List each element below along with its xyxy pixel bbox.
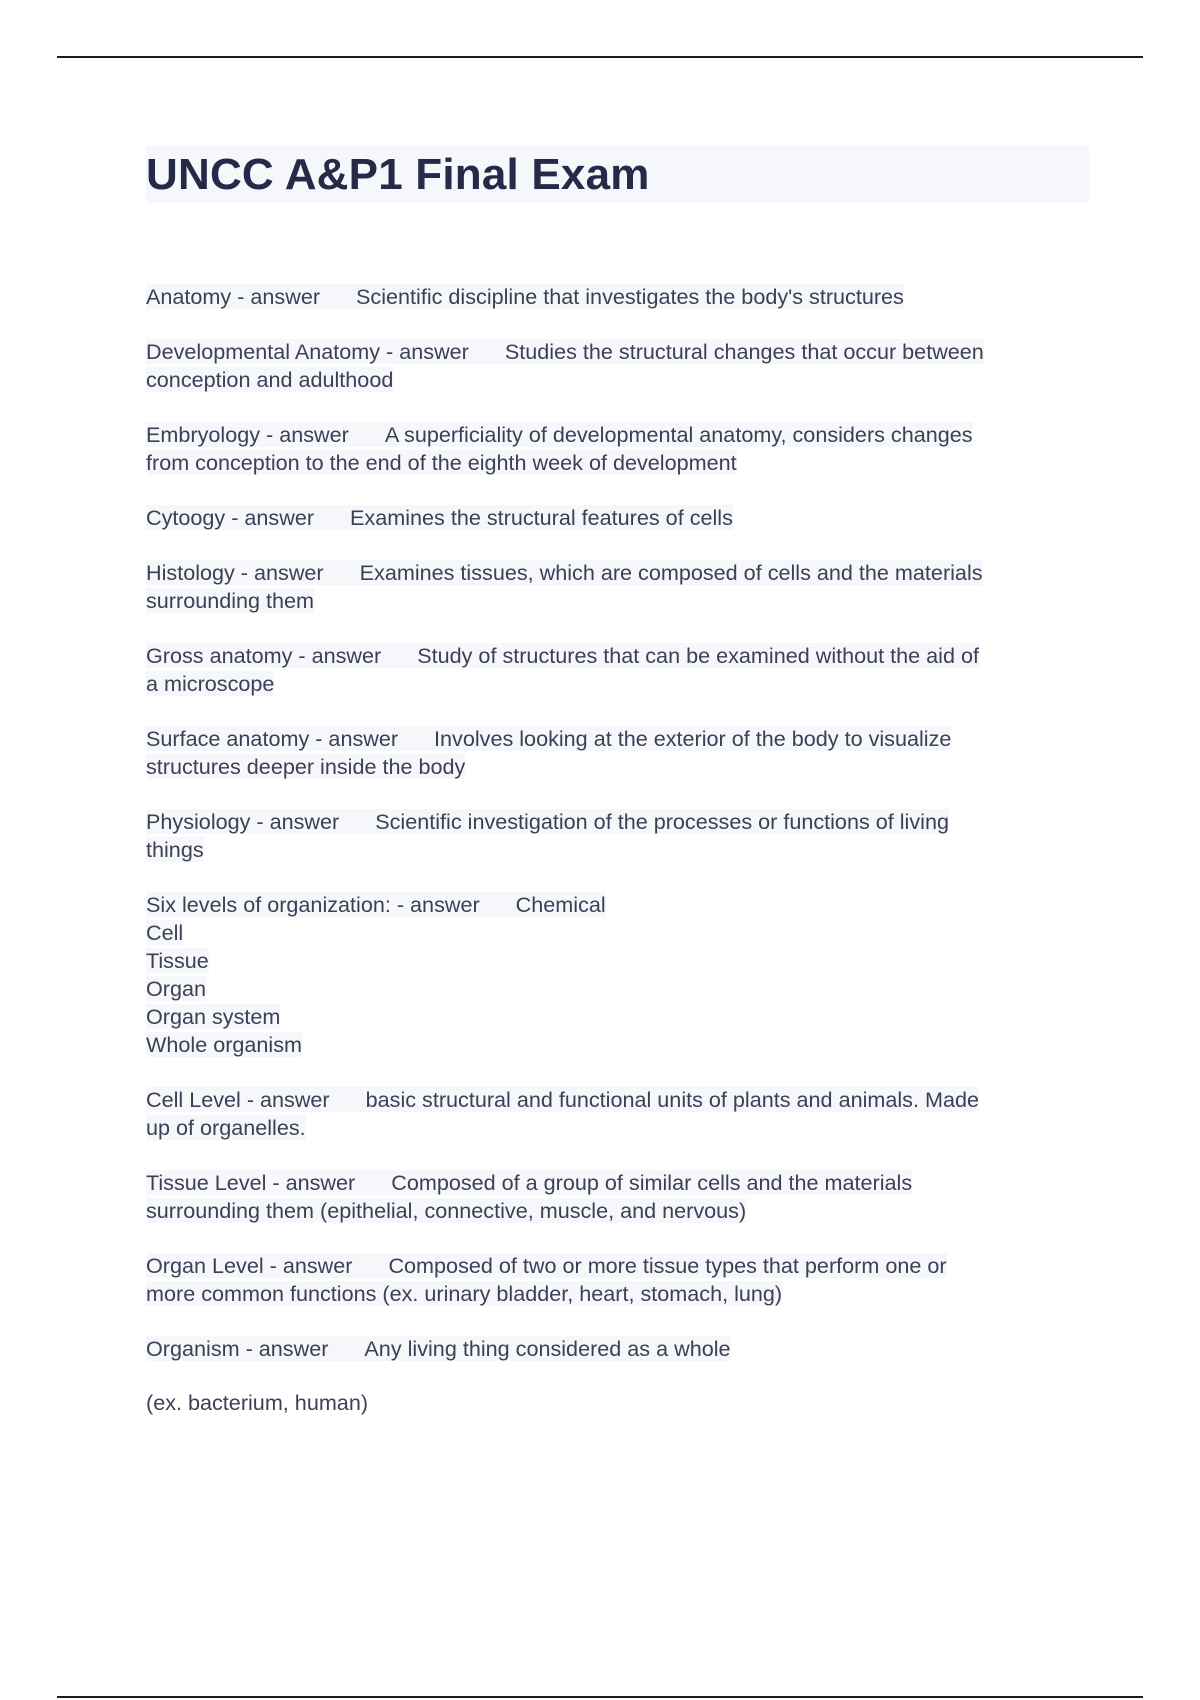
title-bar	[146, 146, 1089, 203]
document-body	[146, 146, 1091, 1444]
flashcard-answer-line: structures deeper inside the body	[146, 754, 466, 779]
flashcard-answer-line: surrounding them (epithelial, connective, muscle, and nervous)	[146, 1198, 747, 1223]
flashcard-answer-line: things	[146, 837, 204, 862]
flashcard-answer-line: basic structural and functional units of plants and animals. Made	[365, 1087, 979, 1112]
flashcard-answer-line: more common functions (ex. urinary bladder, heart, stomach, lung)	[146, 1281, 783, 1306]
flashcard	[146, 725, 1091, 781]
flashcard-answer-line: Whole organism	[146, 1032, 303, 1057]
header-rule	[57, 56, 1143, 58]
flashcard	[146, 642, 1091, 698]
flashcard	[146, 891, 1091, 1059]
flashcard-answer-line: surrounding them	[146, 588, 315, 613]
flashcard-answer-line: Involves looking at the exterior of the body to visualize	[434, 726, 952, 751]
flashcard-term: Organism - answer	[146, 1336, 329, 1361]
flashcard	[146, 338, 1091, 394]
footer-rule	[57, 1696, 1143, 1698]
flashcard-term: Histology - answer	[146, 560, 324, 585]
flashcard-term: Cytoogy - answer	[146, 505, 315, 530]
flashcard-answer-line: Organ system	[146, 1004, 281, 1029]
flashcard-answer-line: conception and adulthood	[146, 367, 394, 392]
flashcard	[146, 283, 1091, 311]
flashcard-term: Cell Level - answer	[146, 1087, 330, 1112]
flashcard-answer-line: Scientific investigation of the processes or functions of living	[375, 809, 949, 834]
flashcard	[146, 808, 1091, 864]
flashcard-answer-line: Cell	[146, 920, 184, 945]
flashcard-answer-line: Examines tissues, which are composed of cells and the materials	[359, 560, 983, 585]
trailing-note-text: (ex. bacterium, human)	[146, 1390, 369, 1415]
flashcard-answer-line: Tissue	[146, 948, 209, 973]
flashcard-term: Tissue Level - answer	[146, 1170, 356, 1195]
flashcard	[146, 504, 1091, 532]
flashcard-list	[146, 283, 1091, 1417]
flashcard-answer-line: Organ	[146, 976, 207, 1001]
flashcard-term: Six levels of organization: - answer	[146, 892, 480, 917]
flashcard	[146, 1335, 1091, 1363]
flashcard-term: Developmental Anatomy - answer	[146, 339, 469, 364]
flashcard-term: Embryology - answer	[146, 422, 349, 447]
flashcard-term: Organ Level - answer	[146, 1253, 353, 1278]
flashcard-answer-line: Studies the structural changes that occur between	[504, 339, 984, 364]
flashcard-answer-line: Scientific discipline that investigates the body's structures	[356, 284, 904, 309]
flashcard-term: Anatomy - answer	[146, 284, 321, 309]
flashcard	[146, 1086, 1091, 1142]
flashcard-answer-line: Any living thing considered as a whole	[364, 1336, 731, 1361]
flashcard-answer-line: Chemical	[515, 892, 606, 917]
flashcard-answer-line: Study of structures that can be examined without the aid of	[417, 643, 979, 668]
flashcard	[146, 559, 1091, 615]
flashcard-answer-line: A superficiality of developmental anatomy, considers changes	[384, 422, 973, 447]
flashcard	[146, 1252, 1091, 1308]
flashcard-answer-line: Composed of two or more tissue types that perform one or	[388, 1253, 947, 1278]
flashcard-term: Gross anatomy - answer	[146, 643, 382, 668]
flashcard-answer-line: a microscope	[146, 671, 275, 696]
flashcard-answer-line: from conception to the end of the eighth week of development	[146, 450, 737, 475]
flashcard	[146, 421, 1091, 477]
flashcard	[146, 1169, 1091, 1225]
flashcard-answer-line: up of organelles.	[146, 1115, 306, 1140]
trailing-note	[146, 1389, 1091, 1417]
flashcard-answer-line: Composed of a group of similar cells and the materials	[391, 1170, 913, 1195]
flashcard-answer-line: Examines the structural features of cells	[350, 505, 733, 530]
page-title: UNCC A&P1 Final Exam	[146, 150, 650, 199]
flashcard-term: Physiology - answer	[146, 809, 340, 834]
flashcard-term: Surface anatomy - answer	[146, 726, 399, 751]
